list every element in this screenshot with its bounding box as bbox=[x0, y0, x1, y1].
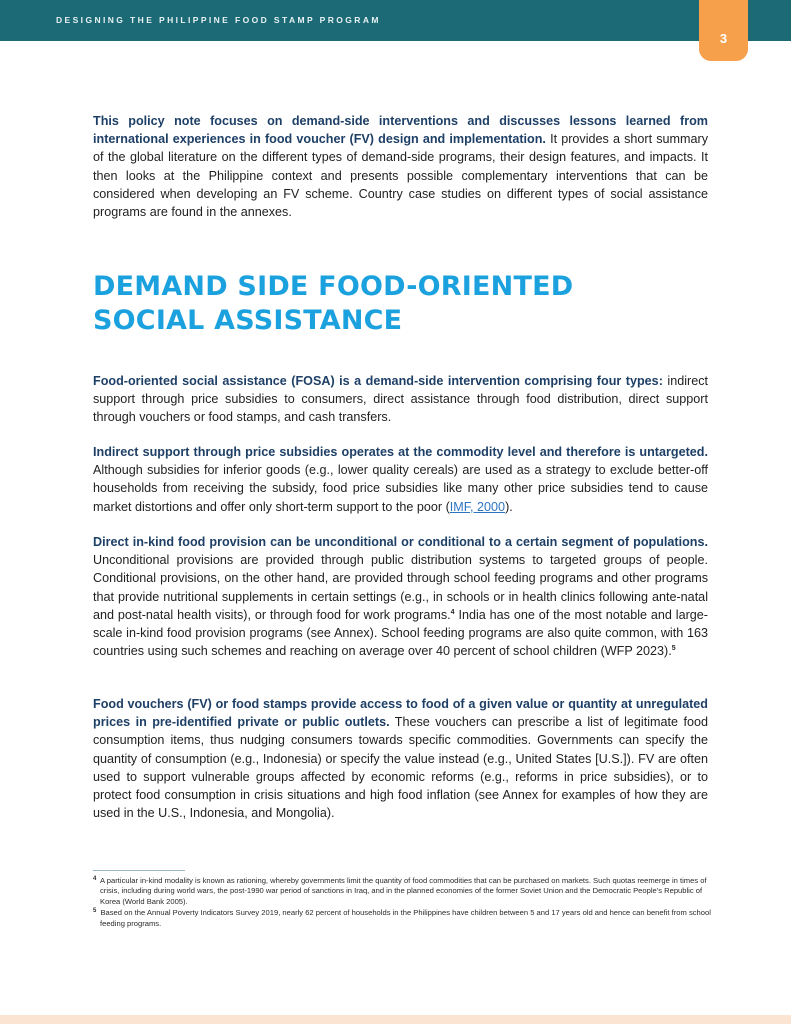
intro-body: It provides a short summary of the global literature on the different types of demand-side programs, their design features, and impacts. It then looks at the Philippine context and presents possible complementary interventions that can be considered when developing an FV scheme. Country case studies on different types of social assistance programs are found in the annexes. bbox=[93, 132, 708, 220]
section-heading-line2: SOCIAL ASSISTANCE bbox=[93, 305, 403, 336]
vouchers-lead: Food vouchers (FV) or food stamps provide access to food of a given value or quantity at unregulated prices in pre-identified private or public outlets. bbox=[93, 697, 708, 730]
footnote-number: 5 bbox=[93, 908, 97, 915]
fosa-paragraph bbox=[93, 372, 708, 427]
footnote-4 bbox=[93, 876, 713, 907]
intro-paragraph bbox=[93, 112, 708, 221]
footnote-ref-4[interactable]: 4 bbox=[450, 608, 455, 616]
indirect-paragraph bbox=[93, 443, 708, 516]
indirect-paragraph-block bbox=[93, 443, 708, 516]
indirect-tail: ). bbox=[505, 499, 513, 514]
inkind-lead: Direct in-kind food provision can be unconditional or conditional to a certain segment of populations. bbox=[93, 535, 708, 549]
section-heading-line1: DEMAND SIDE FOOD-ORIENTED bbox=[93, 271, 574, 302]
fosa-paragraph-block bbox=[93, 372, 708, 427]
imf-2000-citation-link[interactable]: IMF, 2000 bbox=[449, 499, 506, 514]
inkind-body: Unconditional provisions are provided through public distribution systems to targeted groups of people. Conditional provisions, on the other hand, are provided through school feeding programs and other programs that provide nutritional supplements in certain settings (e.g., in schools or in health clinics following ante-natal and post-natal health visits), or through food for work programs. bbox=[93, 553, 708, 622]
footnote-divider bbox=[93, 870, 185, 871]
header-band bbox=[0, 0, 791, 41]
footer-band bbox=[0, 1015, 791, 1024]
page-number: 3 bbox=[719, 31, 728, 46]
inkind-paragraph bbox=[93, 533, 708, 660]
indirect-lead: Indirect support through price subsidies operates at the commodity level and therefore is untargeted. bbox=[93, 445, 708, 459]
footnote-5 bbox=[93, 908, 713, 929]
section-heading bbox=[93, 270, 693, 338]
inkind-body2: India has one of the most notable and large-scale in-kind food provision programs (see Annex). School feeding programs are also quite common, with 163 countries using such schemes and reaching on average over 40 percent of school children (WFP 2023). bbox=[93, 607, 708, 659]
footnote-text: Based on the Annual Poverty Indicators Survey 2019, nearly 62 percent of households in the Philippines have children between 5 and 17 years old and hence can benefit from school feeding programs. bbox=[100, 908, 711, 928]
indirect-body: Although subsidies for inferior goods (e.g., lower quality cereals) are used as a strategy to exclude better-off households from receiving the subsidy, food price subsidies like many other price subsidies tend to cause market distortions and offer only short-term support to the poor ( bbox=[93, 463, 708, 514]
fosa-body: indirect support through price subsidies to consumers, direct assistance through food distribution, direct support through vouchers or food stamps, and cash transfers. bbox=[93, 374, 708, 425]
footnote-number: 4 bbox=[93, 876, 97, 882]
vouchers-paragraph-block bbox=[93, 695, 708, 822]
footnote-text: A particular in-kind modality is known as rationing, whereby governments limit the quantity of food commodities that can be purchased on markets. Such quotas reemerge in times of crisis, including during world wars, the post-1990 war period of sanctions in Iraq, and in the planned economies of the former Soviet Union and the Democratic People's Republic of Korea (World Bank 2005). bbox=[100, 876, 707, 906]
vouchers-body: These vouchers can prescribe a list of legitimate food consumption items, thus nudging consumers towards specific commodities. Governments can specify the quantity of consumption (e.g., Indonesia) or specify the value instead (e.g., United States [U.S.]). FV are often used to support vulnerable groups affected by economic reforms (e.g., reforms in price subsidies), or to protect food consumption in crisis situations and high food inflation (see Annex for examples of how they are used in the U.S., Indonesia, and Mongolia). bbox=[93, 715, 708, 821]
intro-lead: This policy note focuses on demand-side interventions and discusses lessons learned from international experiences in food voucher (FV) design and implementation. bbox=[93, 114, 708, 147]
fosa-lead: Food-oriented social assistance (FOSA) is a demand-side intervention comprising four types: bbox=[93, 374, 663, 388]
footnote-ref-5[interactable]: 5 bbox=[671, 645, 676, 653]
vouchers-paragraph bbox=[93, 695, 708, 822]
footnotes bbox=[93, 876, 713, 930]
page-number-tab bbox=[699, 0, 748, 61]
inkind-paragraph-block bbox=[93, 533, 708, 660]
running-head: DESIGNING THE PHILIPPINE FOOD STAMP PROGRAM bbox=[56, 15, 381, 25]
intro-paragraph-block bbox=[93, 112, 708, 221]
